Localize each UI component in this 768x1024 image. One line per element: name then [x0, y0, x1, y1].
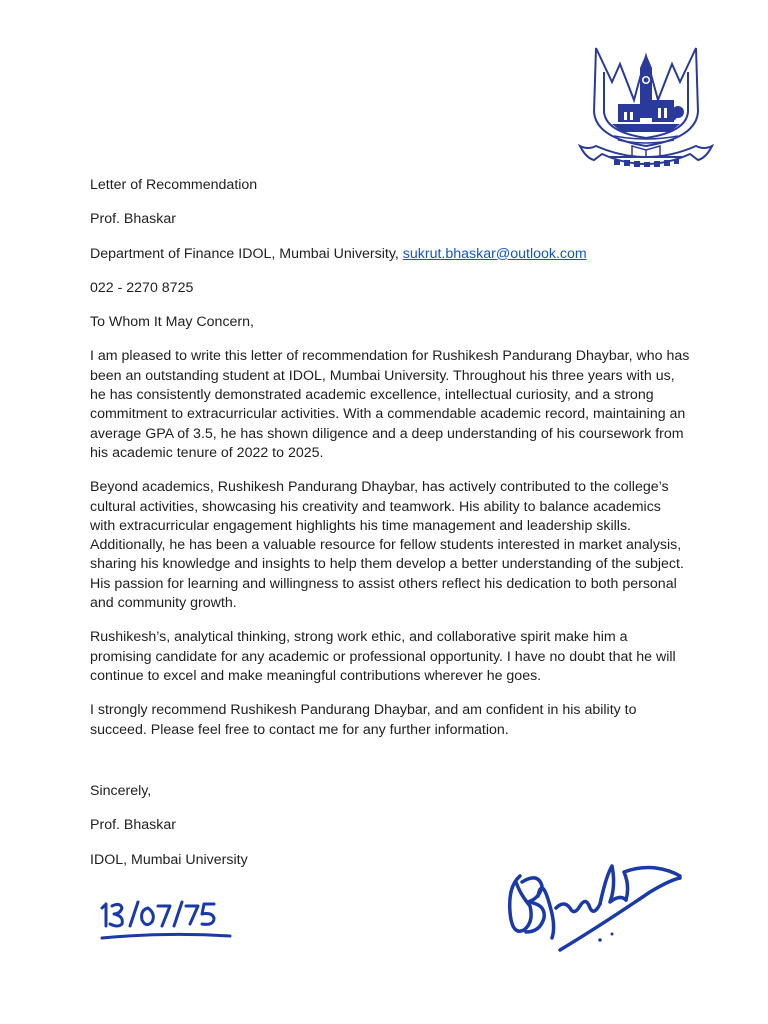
department-line	[90, 245, 690, 264]
signatory-org: IDOL, Mumbai University	[90, 851, 248, 868]
author-name: Prof. Bhaskar	[90, 211, 176, 228]
department-text: Department of Finance IDOL, Mumbai University,	[90, 245, 403, 262]
phone-number: 022 - 2270 8725	[90, 279, 194, 296]
closing-text: Sincerely,	[90, 783, 152, 799]
letter-title: Letter of Recommendation	[90, 177, 258, 193]
university-crest-icon	[574, 42, 718, 178]
letter-body	[90, 176, 690, 755]
body-paragraph: Rushikesh’s, analytical thinking, strong work ethic, and collaborative spirit make him a promising candidate for any academic or professional opportunity. I have no doubt that he will continue to excel and make meaningful contributions wherever he goes.	[90, 629, 676, 684]
email-link[interactable]: sukrut.bhaskar@outlook.com	[402, 245, 587, 262]
body-paragraph: Beyond academics, Rushikesh Pandurang Dhaybar, has actively contributed to the college’s cultural activities, showcasing his creativity and teamwork. His ability to balance academics with extracurricular engagement highlights his time management and leadership skills. Additionally, he has been a valuable resource for fellow students interested in market analysis, sharing his knowledge and insights to help them develop a better understanding of the subject. His passion for learning and willingness to assist others reflect his dedication to both personal and community growth.	[90, 479, 684, 612]
handwritten-signature	[500, 846, 686, 958]
salutation: To Whom It May Concern,	[90, 314, 254, 331]
body-paragraph: I am pleased to write this letter of recommendation for Rushikesh Pandurang Dhaybar, who has been an outstanding student at IDOL, Mumbai University. Throughout his three years with us, he has consistently demonstrated academic excellence, intellectual curiosity, and a strong commitment to extracurricular activities. With a commendable academic record, maintaining an average GPA of 3.5, he has shown diligence and a deep understanding of his coursework from his academic tenure of 2022 to 2025.	[90, 348, 690, 461]
closing-block	[90, 782, 248, 885]
body-paragraph: I strongly recommend Rushikesh Pandurang Dhaybar, and am confident in his ability to succeed. Please feel free to contact me for any further information.	[90, 702, 637, 738]
handwritten-date	[96, 892, 236, 948]
signatory-name: Prof. Bhaskar	[90, 817, 176, 834]
